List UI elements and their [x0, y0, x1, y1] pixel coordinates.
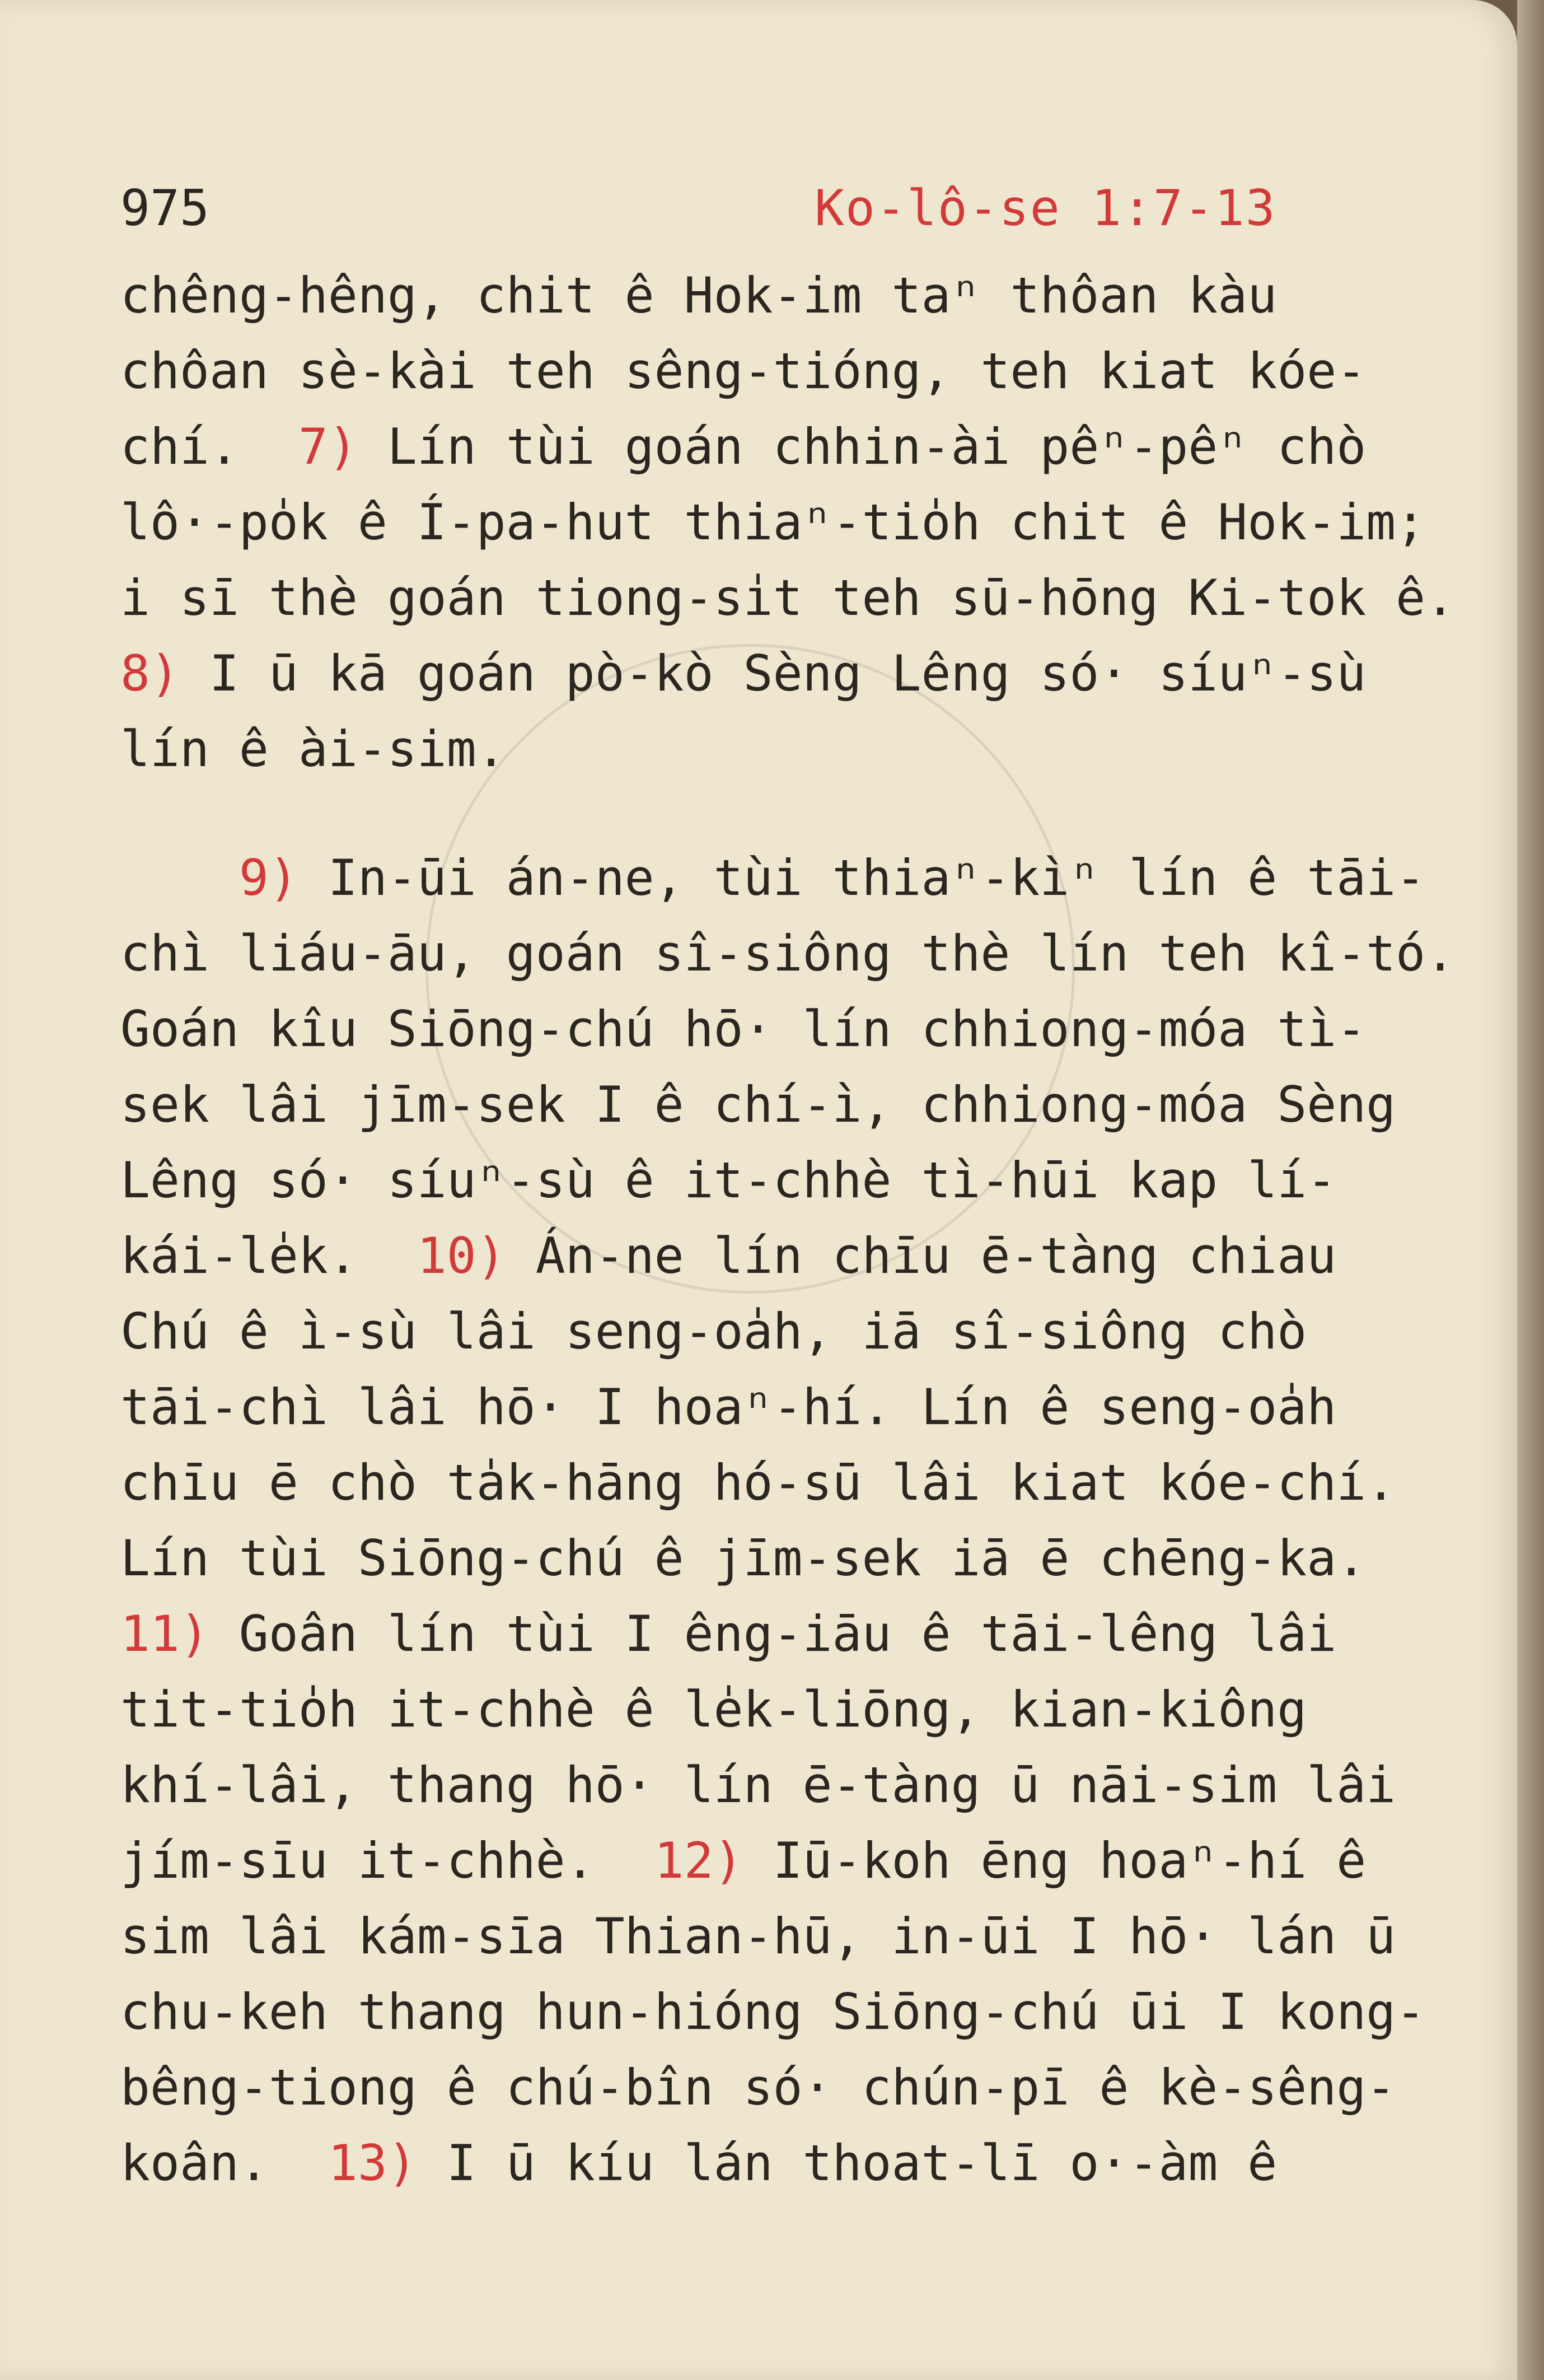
text-line: tāi-chì lâi hō· I hoaⁿ-hí. Lín ê seng-oa̍h [120, 1378, 1337, 1436]
text-line: Lín tùi Siōng-chú ê jīm-sek iā ē chēng-ka. [120, 1529, 1367, 1587]
text-line: chu-keh thang hun-hióng Siōng-chú ūi I kong- [120, 1983, 1426, 2041]
line-text [120, 849, 239, 907]
line-text: I ū kā goán pò-kò Sèng Lêng só· síuⁿ-sù [179, 645, 1367, 702]
line-text: Lín tùi goán chhin-ài pêⁿ-pêⁿ chò [357, 418, 1367, 475]
text-line [120, 409, 1475, 484]
text-line [120, 1596, 1475, 1672]
text-line: chīu ē chò ta̍k-hāng hó-sū lâi kiat kóe-chí. [120, 1454, 1396, 1511]
text-line [120, 636, 1475, 711]
text-line: bêng-tiong ê chú-bîn só· chún-pī ê kè-sêng- [120, 2059, 1396, 2116]
text-line: Goán kîu Siōng-chú hō· lín chhiong-móa tì- [120, 1000, 1367, 1058]
text-line: tit-tio̍h it-chhè ê le̍k-liōng, kian-kiông [120, 1681, 1307, 1738]
paragraph-gap [120, 787, 1475, 840]
page-edge [1517, 0, 1544, 2380]
text-line: chôan sè-kài teh sêng-tióng, teh kiat kóe- [120, 342, 1367, 400]
verse-number: 10) [417, 1227, 506, 1285]
scripture-text [120, 258, 1475, 2201]
text-line: Chú ê ì-sù lâi seng-oa̍h, iā sî-siông chò [120, 1303, 1307, 1360]
verse-number: 8) [120, 645, 180, 702]
text-line: khí-lâi, thang hō· lín ē-tàng ū nāi-sim lâi [120, 1756, 1396, 1814]
text-line [120, 840, 1475, 916]
line-text: Án-ne lín chīu ē-tàng chiau [506, 1227, 1337, 1285]
text-line: i sī thè goán tiong-si̍t teh sū-hōng Ki-tok ê. [120, 569, 1456, 627]
chapter-reference: Ko-lô-se 1:7-13 [815, 179, 1276, 237]
line-text: I ū kíu lán thoat-lī o·-àm ê [417, 2134, 1278, 2192]
text-line: lín ê ài-sim. [120, 720, 506, 778]
text-line [120, 2125, 1475, 2201]
line-text: kái-le̍k. [120, 1227, 417, 1285]
line-text: In-ūi án-ne, tùi thiaⁿ-kìⁿ lín ê tāi- [298, 849, 1426, 907]
verse-number: 7) [298, 418, 358, 475]
page-header [0, 168, 1517, 246]
line-text: koân. [120, 2134, 328, 2192]
text-line [120, 1823, 1475, 1898]
verse-number: 13) [327, 2134, 417, 2192]
text-line: chì liáu-āu, goán sî-siông thè lín teh kî-tó. [120, 925, 1456, 982]
text-line: sek lâi jīm-sek I ê chí-ì, chhiong-móa Sèng [120, 1076, 1396, 1133]
verse-number: 11) [120, 1605, 209, 1663]
line-text: Iū-koh ēng hoaⁿ-hí ê [743, 1832, 1367, 1889]
verse-number: 9) [238, 849, 298, 907]
text-line: lô·-po̍k ê Í-pa-hut thiaⁿ-tio̍h chit ê Hok-im; [120, 493, 1426, 551]
verse-number: 12) [654, 1832, 743, 1889]
text-line [120, 1218, 1475, 1294]
text-line: sim lâi kám-sīa Thian-hū, in-ūi I hō· lán ū [120, 1907, 1396, 1965]
line-text: jím-sīu it-chhè. [120, 1832, 654, 1889]
text-line: Lêng só· síuⁿ-sù ê it-chhè tì-hūi kap lí- [120, 1151, 1337, 1209]
line-text: Goân lín tùi I êng-iāu ê tāi-lêng lâi [209, 1605, 1337, 1663]
page-number: 975 [120, 179, 209, 237]
text-line: chêng-hêng, chit ê Hok-im taⁿ thôan kàu [120, 267, 1278, 324]
line-text: chí. [120, 418, 298, 475]
